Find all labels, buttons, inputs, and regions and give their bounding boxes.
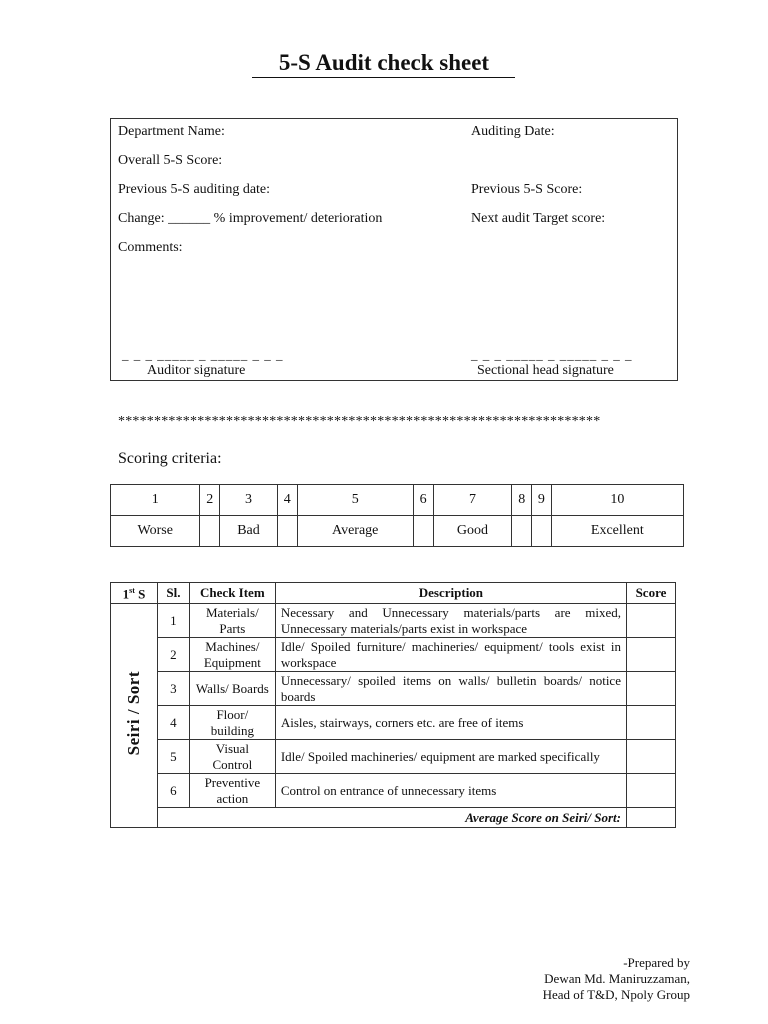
row-score[interactable] <box>626 672 675 706</box>
score-label <box>532 516 552 547</box>
row-description: Aisles, stairways, corners etc. are free of items <box>275 706 626 740</box>
header-check-item: Check Item <box>189 583 275 604</box>
previous-score-label: Previous 5-S Score: <box>471 182 583 197</box>
score-number: 6 <box>413 485 433 516</box>
head-signature-line: _ _ _ _____ _ _____ _ _ _ <box>471 347 633 362</box>
score-label: Worse <box>111 516 200 547</box>
section-label-cell <box>111 604 158 828</box>
page-title: 5-S Audit check sheet <box>278 50 490 75</box>
scoring-criteria-title: Scoring criteria: <box>118 450 222 467</box>
row-score[interactable] <box>626 706 675 740</box>
average-row <box>111 808 676 828</box>
row-description: Unnecessary/ spoiled items on walls/ bulletin boards/ notice boards <box>275 672 626 706</box>
auditor-signature-line: _ _ _ _____ _ _____ _ _ _ <box>122 347 284 362</box>
table-row <box>111 740 676 774</box>
score-number: 8 <box>512 485 532 516</box>
preparer-title: Head of T&D, Npoly Group <box>542 987 690 1002</box>
prepared-by-label: -Prepared by <box>623 955 690 970</box>
score-number: 1 <box>111 485 200 516</box>
comments-label: Comments: <box>118 240 183 255</box>
head-signature-label: Sectional head signature <box>477 363 614 378</box>
row-score[interactable] <box>626 740 675 774</box>
change-label: Change: ______ % improvement/ deterioration <box>118 211 383 226</box>
score-number: 4 <box>277 485 297 516</box>
row-sl: 6 <box>157 774 189 808</box>
row-score[interactable] <box>626 774 675 808</box>
section-label: Seiri / Sort <box>123 671 143 756</box>
row-sl: 4 <box>157 706 189 740</box>
score-number: 7 <box>433 485 512 516</box>
score-label: Good <box>433 516 512 547</box>
row-description: Control on entrance of unnecessary items <box>275 774 626 808</box>
row-sl: 3 <box>157 672 189 706</box>
row-check-item: Visual Control <box>189 740 275 774</box>
row-description: Idle/ Spoiled furniture/ machineries/ equipment/ tools exist in workspace <box>275 638 626 672</box>
prepared-by-block <box>543 955 690 1003</box>
score-number: 10 <box>551 485 683 516</box>
score-number: 9 <box>532 485 552 516</box>
score-label <box>200 516 220 547</box>
title-underline <box>252 77 515 78</box>
next-target-label: Next audit Target score: <box>471 211 606 226</box>
score-number-row <box>111 485 684 516</box>
row-check-item: Floor/ building <box>189 706 275 740</box>
header-s: 1st S <box>111 583 158 604</box>
row-description: Necessary and Unnecessary materials/parts are mixed, Unnecessary materials/parts exist in workspace <box>275 604 626 638</box>
average-score-label: Average Score on Seiri/ Sort: <box>157 808 626 828</box>
score-number: 2 <box>200 485 220 516</box>
row-check-item: Preventive action <box>189 774 275 808</box>
auditing-date-label: Auditing Date: <box>471 124 555 139</box>
auditor-signature-label: Auditor signature <box>147 363 246 378</box>
seiri-sort-table <box>110 582 676 828</box>
overall-score-label: Overall 5-S Score: <box>118 153 223 168</box>
row-description: Idle/ Spoiled machineries/ equipment are marked specifically <box>275 740 626 774</box>
row-score[interactable] <box>626 638 675 672</box>
row-sl: 1 <box>157 604 189 638</box>
row-check-item: Materials/ Parts <box>189 604 275 638</box>
score-number: 5 <box>297 485 413 516</box>
previous-date-label: Previous 5-S auditing date: <box>118 182 271 197</box>
table-row <box>111 774 676 808</box>
department-name-label: Department Name: <box>118 124 225 139</box>
score-label <box>413 516 433 547</box>
score-label: Bad <box>220 516 278 547</box>
score-label <box>512 516 532 547</box>
preparer-name: Dewan Md. Maniruzzaman, <box>544 971 690 986</box>
header-description: Description <box>275 583 626 604</box>
row-sl: 2 <box>157 638 189 672</box>
header-sl: Sl. <box>157 583 189 604</box>
scoring-criteria-table <box>110 484 684 547</box>
row-check-item: Walls/ Boards <box>189 672 275 706</box>
row-score[interactable] <box>626 604 675 638</box>
header-score: Score <box>626 583 675 604</box>
score-label-row <box>111 516 684 547</box>
row-check-item: Machines/ Equipment <box>189 638 275 672</box>
table-header-row <box>111 583 676 604</box>
row-sl: 5 <box>157 740 189 774</box>
table-row <box>111 604 676 638</box>
audit-info-box <box>110 118 678 381</box>
table-row <box>111 706 676 740</box>
average-score-value[interactable] <box>626 808 675 828</box>
table-row <box>111 638 676 672</box>
separator-stars: ******************************************************************* <box>118 414 601 429</box>
score-label <box>277 516 297 547</box>
score-label: Average <box>297 516 413 547</box>
score-number: 3 <box>220 485 278 516</box>
score-label: Excellent <box>551 516 683 547</box>
table-row <box>111 672 676 706</box>
